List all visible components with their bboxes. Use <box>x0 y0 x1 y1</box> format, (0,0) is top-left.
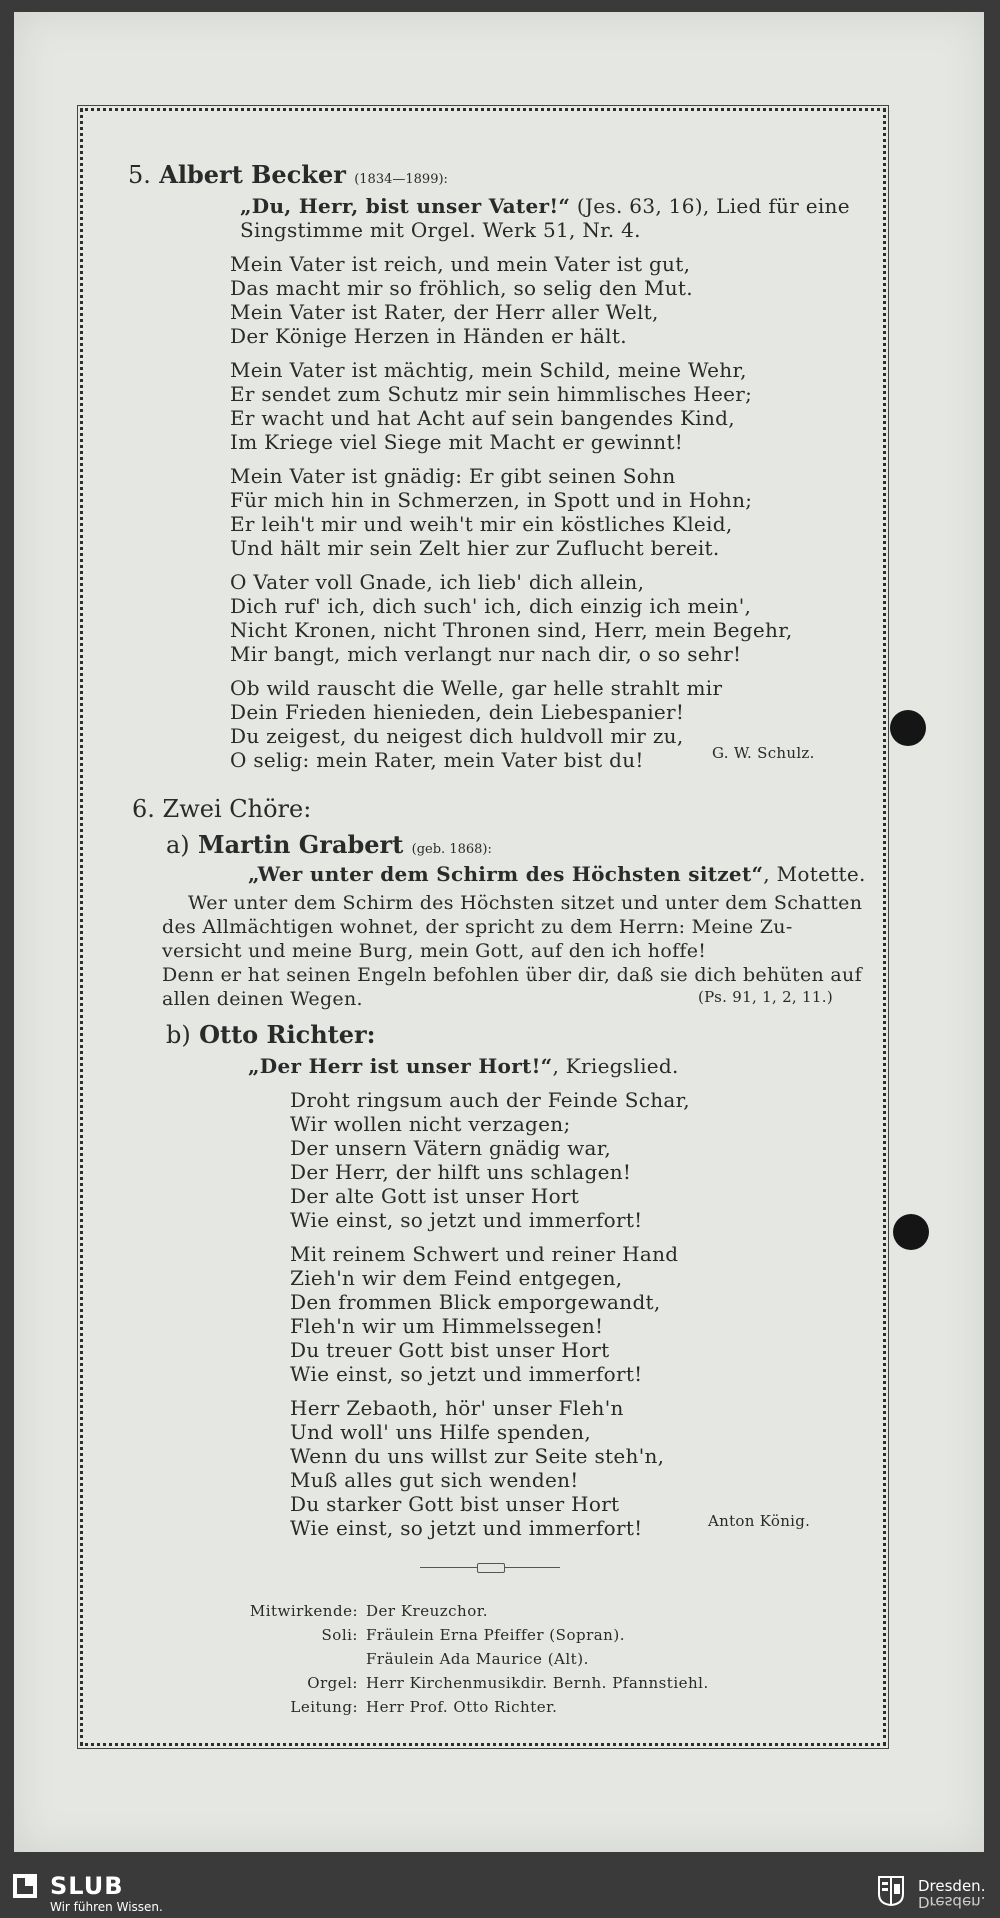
section5-verse-line: Er sendet zum Schutz mir sein himmlisches Heer; <box>230 382 753 406</box>
credit-label: Leitung: <box>290 1698 358 1716</box>
section6b-verse-line: Droht ringsum auch der Feinde Schar, <box>290 1088 690 1112</box>
section6b-verse-line: Muß alles gut sich wenden! <box>290 1468 579 1492</box>
section5-verse-line: Er leih't mir und weih't mir ein köstliches Kleid, <box>230 512 733 536</box>
credit-value: Der Kreuzchor. <box>366 1602 489 1620</box>
section5-verse-line: Mir bangt, mich verlangt nur nach dir, o so sehr! <box>230 642 742 666</box>
section6b-verse-line: Und woll' uns Hilfe spenden, <box>290 1420 591 1444</box>
section5-verse-line: Mein Vater ist gnädig: Er gibt seinen Sohn <box>230 464 676 488</box>
section5-verse-line: Mein Vater ist mächtig, mein Schild, meine Wehr, <box>230 358 747 382</box>
section5-verse-line: Mein Vater ist reich, und mein Vater ist gut, <box>230 252 691 276</box>
section6a-song-type: , Motette. <box>763 862 866 886</box>
section6-number: 6. <box>132 795 155 823</box>
section5-title-line <box>240 194 850 218</box>
section6a-text-line: allen deinen Wegen. <box>162 988 363 1010</box>
section6b-verse-line: Mit reinem Schwert und reiner Hand <box>290 1242 679 1266</box>
section6b-heading <box>166 1020 376 1049</box>
section6b-verse-line: Herr Zebaoth, hör' unser Fleh'n <box>290 1396 624 1420</box>
slub-name: SLUB <box>50 1872 124 1900</box>
dresden-line1: Dresden. <box>918 1877 986 1895</box>
credit-label: Orgel: <box>307 1674 358 1692</box>
section5-verse-line: O selig: mein Rater, mein Vater bist du! <box>230 748 644 772</box>
section6b-verse-line: Der unsern Vätern gnädig war, <box>290 1136 612 1160</box>
section6b-author: Anton König. <box>708 1512 811 1530</box>
credit-label: Soli: <box>321 1626 358 1644</box>
section6a-text-line: des Allmächtigen wohnet, der spricht zu dem Herrn: Meine Zu- <box>162 916 793 938</box>
credit-value: Herr Kirchenmusikdir. Bernh. Pfannstiehl. <box>366 1674 709 1692</box>
section5-verse-line: Dein Frieden hienieden, dein Liebespanier! <box>230 700 685 724</box>
section5-verse-line: Du zeigest, du neigest dich huldvoll mir zu, <box>230 724 684 748</box>
section6-heading <box>132 795 311 823</box>
section6b-verse-line: Wenn du uns willst zur Seite steh'n, <box>290 1444 665 1468</box>
section5-song-note: (Jes. 63, 16), Lied für eine <box>570 194 850 218</box>
section6a-composer: Martin Grabert <box>198 830 404 859</box>
punch-hole-bottom <box>893 1214 929 1250</box>
section5-title-line <box>240 218 641 242</box>
section6a-text-line: Denn er hat seinen Engeln befohlen über dir, daß sie dich behüten auf <box>162 964 862 986</box>
section6b-verse-line: Wie einst, so jetzt und immerfort! <box>290 1362 643 1386</box>
section6b-verse-line: Du treuer Gott bist unser Hort <box>290 1338 610 1362</box>
section5-verse-line: Im Kriege viel Siege mit Macht er gewinnt! <box>230 430 684 454</box>
slub-logo-icon <box>12 1873 38 1899</box>
section6b-verse-line: Wie einst, so jetzt und immerfort! <box>290 1208 643 1232</box>
section6b-verse-line: Den frommen Blick emporgewandt, <box>290 1290 661 1314</box>
slub-tagline: Wir führen Wissen. <box>50 1900 163 1914</box>
section5-verse-line: Das macht mir so fröhlich, so selig den Mut. <box>230 276 693 300</box>
punch-hole-top <box>890 710 926 746</box>
footer-bar <box>0 1866 1000 1918</box>
section6b-verse-line: Zieh'n wir dem Feind entgegen, <box>290 1266 623 1290</box>
section6b-verse-line: Der alte Gott ist unser Hort <box>290 1184 580 1208</box>
section5-work-number: Singstimme mit Orgel. Werk 51, Nr. 4. <box>240 218 641 242</box>
section6b-song-type: , Kriegslied. <box>552 1054 679 1078</box>
section5-song-title: „Du, Herr, bist unser Vater!“ <box>240 194 571 218</box>
section6b-composer: Otto Richter: <box>199 1020 376 1049</box>
section6a-song-title: „Wer unter dem Schirm des Höchsten sitzet“ <box>248 862 764 886</box>
section6b-label: b) <box>166 1021 191 1049</box>
section6a-dates: (geb. 1868): <box>411 842 492 857</box>
section6a-reference: (Ps. 91, 1, 2, 11.) <box>698 988 833 1006</box>
section5-verse-line: Für mich hin in Schmerzen, in Spott und in Hohn; <box>230 488 753 512</box>
credit-value: Fräulein Ada Maurice (Alt). <box>366 1650 589 1668</box>
section6b-verse-line: Fleh'n wir um Himmelssegen! <box>290 1314 604 1338</box>
section5-number: 5. <box>128 161 151 189</box>
section5-verse-line: Und hält mir sein Zelt hier zur Zuflucht bereit. <box>230 536 720 560</box>
section6b-verse-line: Wir wollen nicht verzagen; <box>290 1112 571 1136</box>
section5-verse-line: Ob wild rauscht die Welle, gar helle strahlt mir <box>230 676 723 700</box>
ornament-divider <box>420 1563 560 1573</box>
credit-value: Fräulein Erna Pfeiffer (Sopran). <box>366 1626 625 1644</box>
section5-heading <box>128 160 448 189</box>
credit-value: Herr Prof. Otto Richter. <box>366 1698 558 1716</box>
dresden-crest-icon <box>878 1876 904 1906</box>
section6b-verse-line: Der Herr, der hilft uns schlagen! <box>290 1160 632 1184</box>
credit-label: Mitwirkende: <box>249 1602 358 1620</box>
section5-author: G. W. Schulz. <box>712 744 815 762</box>
section5-dates: (1834—1899): <box>354 172 448 187</box>
dresden-line2: Dresden. <box>918 1893 986 1911</box>
section6-title: Zwei Chöre: <box>162 795 312 823</box>
section5-verse-line: Nicht Kronen, nicht Thronen sind, Herr, mein Begehr, <box>230 618 793 642</box>
section5-verse-line: Der Könige Herzen in Händen er hält. <box>230 324 627 348</box>
section5-verse-line: Er wacht und hat Acht auf sein bangendes Kind, <box>230 406 735 430</box>
section6a-heading <box>166 830 492 859</box>
section6a-text-line: Wer unter dem Schirm des Höchsten sitzet und unter dem Schatten <box>188 892 863 914</box>
section6b-verse-line: Du starker Gott bist unser Hort <box>290 1492 620 1516</box>
section6a-label: a) <box>166 831 190 859</box>
dresden-wordmark <box>918 1878 985 1910</box>
section6b-song-title: „Der Herr ist unser Hort!“ <box>248 1054 553 1078</box>
section6a-title-line <box>248 862 866 886</box>
section5-verse-line: Dich ruf' ich, dich such' ich, dich einzig ich mein', <box>230 594 752 618</box>
section6b-title-line <box>248 1054 679 1078</box>
section5-composer: Albert Becker <box>159 160 346 189</box>
section5-verse-line: O Vater voll Gnade, ich lieb' dich allein, <box>230 570 645 594</box>
section6a-text-line: versicht und meine Burg, mein Gott, auf den ich hoffe! <box>162 940 707 962</box>
section5-verse-line: Mein Vater ist Rater, der Herr aller Welt, <box>230 300 659 324</box>
section6b-verse-line: Wie einst, so jetzt und immerfort! <box>290 1516 643 1540</box>
